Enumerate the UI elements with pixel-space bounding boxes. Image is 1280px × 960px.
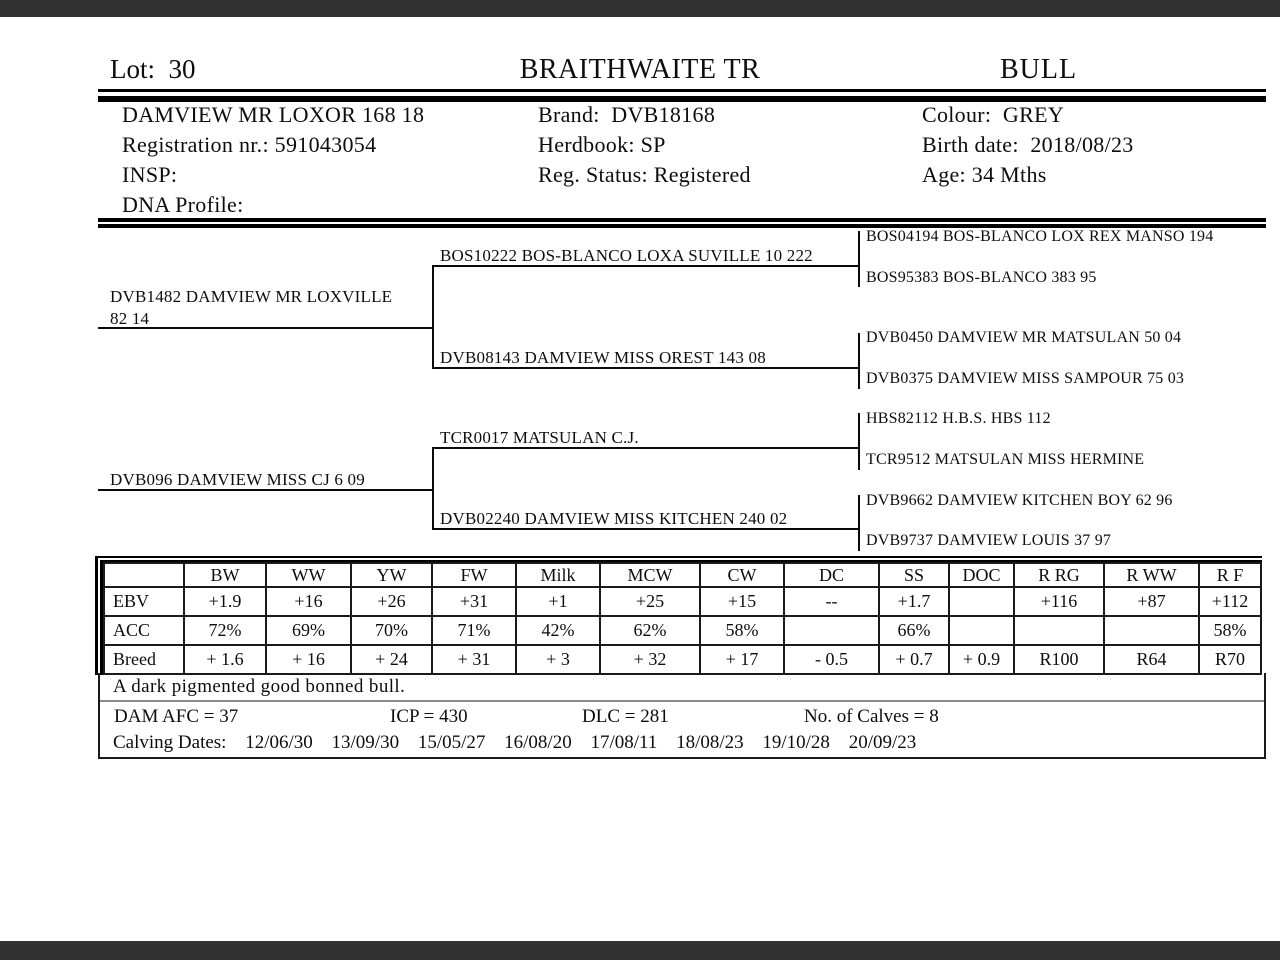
pedigree-connector-line	[432, 265, 858, 267]
ebv-header-row	[104, 563, 1261, 587]
pedigree-connector-line	[858, 231, 860, 287]
ebv-cell: + 17	[700, 645, 784, 674]
calving-date: 18/08/23	[676, 732, 744, 753]
ebv-col-header: Milk	[516, 563, 600, 587]
ebv-cell	[949, 587, 1014, 616]
calves-count: No. of Calves = 8	[804, 706, 939, 727]
calving-dates-row	[100, 730, 1264, 757]
pedigree-gen3-entry: DVB9737 DAMVIEW LOUIS 37 97	[866, 532, 1112, 549]
ebv-cell	[784, 616, 879, 645]
ebv-cell: + 32	[600, 645, 700, 674]
pedigree-connector-line	[432, 265, 434, 369]
pedigree-connector-line	[858, 413, 860, 470]
ebv-cell: 72%	[184, 616, 266, 645]
pedigree-dam: DVB096 DAMVIEW MISS CJ 6 09	[110, 470, 365, 489]
pedigree-gen3-entry: DVB9662 DAMVIEW KITCHEN BOY 62 96	[866, 492, 1173, 509]
pedigree-connector-line	[858, 495, 860, 551]
ebv-cell: +25	[600, 587, 700, 616]
birth-date: Birth date: 2018/08/23	[922, 132, 1134, 157]
ebv-cell: + 16	[266, 645, 351, 674]
ebv-row-label: EBV	[104, 587, 184, 616]
calving-dates-label: Calving Dates:	[113, 732, 227, 753]
ebv-cell: 71%	[432, 616, 516, 645]
ebv-cell: 70%	[351, 616, 432, 645]
ebv-col-header: CW	[700, 563, 784, 587]
bottom-letterbox-band	[0, 941, 1280, 960]
info-divider-rule	[98, 218, 1266, 228]
ebv-cell: + 3	[516, 645, 600, 674]
dam-afc-value: DAM AFC = 37	[114, 706, 239, 727]
calving-date: 17/08/11	[590, 732, 658, 753]
comment-text: A dark pigmented good bonned bull.	[100, 673, 1264, 702]
pedigree-gen3-entry: HBS82112 H.B.S. HBS 112	[866, 410, 1051, 427]
info-column-registry	[538, 100, 751, 190]
ebv-col-header: R WW	[1104, 563, 1199, 587]
ebv-col-header: FW	[432, 563, 516, 587]
dna-profile-label: DNA Profile:	[122, 192, 244, 217]
ebv-cell: 66%	[879, 616, 949, 645]
pedigree-sire: DVB1482 DAMVIEW MR LOXVILLE 82 14	[110, 287, 393, 328]
calving-date: 12/06/30	[245, 732, 313, 753]
ebv-col-header: DOC	[949, 563, 1014, 587]
pedigree-connector-line	[432, 528, 858, 530]
ebv-cell: + 0.7	[879, 645, 949, 674]
ebv-row	[104, 587, 1261, 616]
ebv-col-header	[104, 563, 184, 587]
insp-label: INSP:	[122, 162, 178, 187]
ebv-cell: R100	[1014, 645, 1104, 674]
ebv-cell: - 0.5	[784, 645, 879, 674]
ebv-cell: 69%	[266, 616, 351, 645]
pedigree-gen3-entry: BOS04194 BOS-BLANCO LOX REX MANSO 194	[866, 228, 1214, 245]
pedigree-dam-sire: TCR0017 MATSULAN C.J.	[440, 428, 639, 447]
ebv-col-header: MCW	[600, 563, 700, 587]
calving-date: 19/10/28	[762, 732, 830, 753]
ebv-cell: R70	[1199, 645, 1261, 674]
ebv-cell: +87	[1104, 587, 1199, 616]
breed-row	[104, 645, 1261, 674]
pedigree-connector-line	[432, 447, 858, 449]
notes-box	[98, 673, 1266, 759]
ebv-col-header: R RG	[1014, 563, 1104, 587]
age: Age: 34 Mths	[922, 162, 1047, 187]
pedigree-sire-sire: BOS10222 BOS-BLANCO LOXA SUVILLE 10 222	[440, 246, 813, 265]
dam-stats-row	[100, 702, 1264, 730]
animal-name: DAMVIEW MR LOXOR 168 18	[122, 102, 425, 127]
animal-type-label: BULL	[1000, 54, 1078, 85]
pedigree-gen3-entry: TCR9512 MATSULAN MISS HERMINE	[866, 451, 1145, 468]
ebv-cell: --	[784, 587, 879, 616]
ebv-cell: R64	[1104, 645, 1199, 674]
ebv-table-frame	[95, 556, 1262, 675]
ebv-cell: + 31	[432, 645, 516, 674]
ebv-row-label: ACC	[104, 616, 184, 645]
pedigree-dam-dam: DVB02240 DAMVIEW MISS KITCHEN 240 02	[440, 509, 788, 528]
ebv-cell	[1014, 616, 1104, 645]
calving-date: 13/09/30	[331, 732, 400, 753]
seller-name: BRAITHWAITE TR	[519, 54, 761, 85]
ebv-cell: + 1.6	[184, 645, 266, 674]
registration-number: Registration nr.: 591043054	[122, 132, 377, 157]
ebv-cell: +26	[351, 587, 432, 616]
ebv-cell: + 24	[351, 645, 432, 674]
ebv-col-header: BW	[184, 563, 266, 587]
ebv-col-header: DC	[784, 563, 879, 587]
pedigree-connector-line	[432, 447, 434, 530]
ebv-cell: 42%	[516, 616, 600, 645]
ebv-cell: 62%	[600, 616, 700, 645]
ebv-col-header: YW	[351, 563, 432, 587]
ebv-cell: +1.7	[879, 587, 949, 616]
pedigree-connector-line	[98, 327, 432, 329]
pedigree-sire-dam: DVB08143 DAMVIEW MISS OREST 143 08	[440, 348, 766, 367]
ebv-cell: +116	[1014, 587, 1104, 616]
calving-date: 15/05/27	[417, 732, 486, 753]
brand: Brand: DVB18168	[538, 102, 716, 127]
ebv-cell: +1	[516, 587, 600, 616]
ebv-col-header: R F	[1199, 563, 1261, 587]
ebv-table	[103, 562, 1262, 675]
info-column-traits	[922, 100, 1134, 190]
pedigree-connector-line	[98, 489, 432, 491]
ebv-col-header: SS	[879, 563, 949, 587]
acc-row	[104, 616, 1261, 645]
calving-date: 16/08/20	[504, 732, 572, 753]
ebv-cell: +112	[1199, 587, 1261, 616]
registration-status: Reg. Status: Registered	[538, 162, 751, 187]
pedigree-connector-line	[432, 367, 858, 369]
ebv-cell	[949, 616, 1014, 645]
herdbook: Herdbook: SP	[538, 132, 666, 157]
ebv-cell: +1.9	[184, 587, 266, 616]
ebv-cell: + 0.9	[949, 645, 1014, 674]
ebv-row-label: Breed	[104, 645, 184, 674]
ebv-cell: +15	[700, 587, 784, 616]
top-letterbox-band	[0, 0, 1280, 17]
info-column-identity	[122, 100, 424, 220]
dlc-value: DLC = 281	[582, 706, 669, 727]
pedigree-gen3-entry: DVB0375 DAMVIEW MISS SAMPOUR 75 03	[866, 370, 1185, 387]
ebv-col-header: WW	[266, 563, 351, 587]
ebv-cell: +31	[432, 587, 516, 616]
ebv-cell: +16	[266, 587, 351, 616]
pedigree-connector-line	[858, 333, 860, 389]
pedigree-gen3-entry: DVB0450 DAMVIEW MR MATSULAN 50 04	[866, 329, 1182, 346]
ebv-cell	[1104, 616, 1199, 645]
icp-value: ICP = 430	[390, 706, 468, 727]
calving-date: 20/09/23	[848, 732, 917, 753]
lot-number: Lot: 30	[110, 54, 196, 84]
ebv-cell: 58%	[1199, 616, 1261, 645]
ebv-cell: 58%	[700, 616, 784, 645]
colour: Colour: GREY	[922, 102, 1065, 127]
pedigree-gen3-entry: BOS95383 BOS-BLANCO 383 95	[866, 269, 1097, 286]
